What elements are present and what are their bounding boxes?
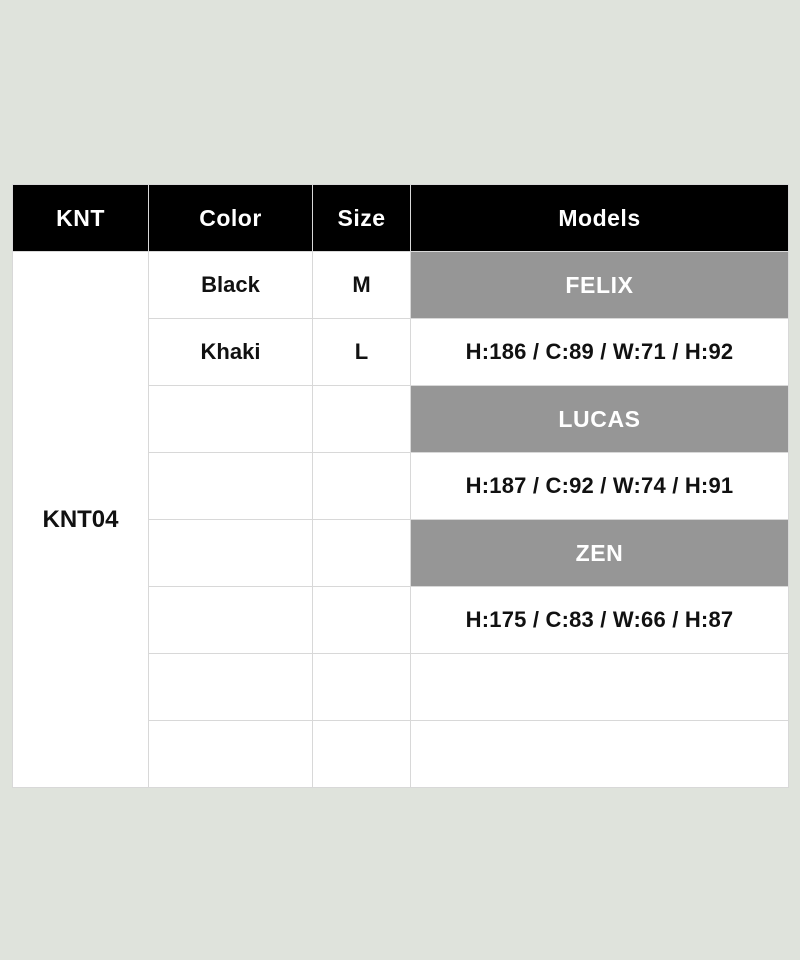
color-cell <box>149 587 313 654</box>
size-cell <box>313 587 411 654</box>
model-name-cell: ZEN <box>411 520 789 587</box>
model-measurements-cell: H:187 / C:92 / W:74 / H:91 <box>411 453 789 520</box>
table-body <box>13 252 789 788</box>
model-cell <box>411 654 789 721</box>
table-header-row <box>13 185 789 252</box>
column-header-models: Models <box>411 185 789 252</box>
size-cell <box>313 654 411 721</box>
table-row <box>13 252 789 319</box>
color-cell: Khaki <box>149 319 313 386</box>
color-cell <box>149 721 313 788</box>
model-cell <box>411 721 789 788</box>
model-name-cell: LUCAS <box>411 386 789 453</box>
column-header-knt: KNT <box>13 185 149 252</box>
model-measurements-cell: H:186 / C:89 / W:71 / H:92 <box>411 319 789 386</box>
product-code-cell: KNT04 <box>13 252 149 788</box>
size-chart-container <box>12 184 788 788</box>
table-header <box>13 185 789 252</box>
color-cell <box>149 520 313 587</box>
color-cell <box>149 453 313 520</box>
color-cell <box>149 386 313 453</box>
size-cell <box>313 386 411 453</box>
size-cell <box>313 453 411 520</box>
column-header-color: Color <box>149 185 313 252</box>
size-cell: M <box>313 252 411 319</box>
column-header-size: Size <box>313 185 411 252</box>
color-cell: Black <box>149 252 313 319</box>
color-cell <box>149 654 313 721</box>
size-cell <box>313 520 411 587</box>
model-name-cell: FELIX <box>411 252 789 319</box>
model-measurements-cell: H:175 / C:83 / W:66 / H:87 <box>411 587 789 654</box>
size-cell <box>313 721 411 788</box>
size-cell: L <box>313 319 411 386</box>
size-chart-table <box>12 184 789 788</box>
